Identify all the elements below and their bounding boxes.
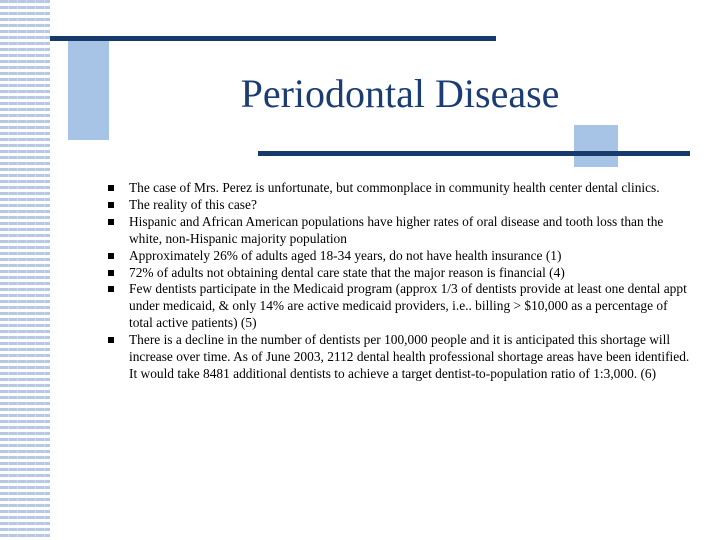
bullet-item <box>105 180 690 197</box>
square-bullet-icon <box>108 185 114 191</box>
bullet-item <box>105 214 690 248</box>
bullet-item <box>105 281 690 332</box>
bullet-list <box>105 180 690 383</box>
bullet-text: The reality of this case? <box>129 196 257 212</box>
decorative-stripes <box>0 0 50 540</box>
bullet-text: The case of Mrs. Perez is unfortunate, but commonplace in community health center dental clinics. <box>129 180 660 195</box>
decorative-block-top <box>68 38 109 140</box>
square-bullet-icon <box>108 337 114 343</box>
square-bullet-icon <box>108 202 114 208</box>
bullet-text: Hispanic and African American populations have higher rates of oral disease and tooth loss than the white, non-Hispanic majority population <box>129 213 664 246</box>
slide-title: Periodontal Disease <box>240 71 560 116</box>
decorative-bar-top <box>50 36 496 41</box>
bullet-item <box>105 197 690 214</box>
bullet-text: Few dentists participate in the Medicaid program (approx 1/3 of dentists provide at least one dental appt under medicaid, & only 14% are active medicaid providers, i.e.. billing > $10,000 as a percentage of total active patients) (5) <box>129 281 687 331</box>
decorative-bar-bottom <box>258 151 690 156</box>
square-bullet-icon <box>108 253 114 259</box>
square-bullet-icon <box>108 270 114 276</box>
bullet-item <box>105 248 690 265</box>
bullet-text: 72% of adults not obtaining dental care state that the major reason is financial (4) <box>129 264 565 280</box>
bullet-item <box>105 265 690 282</box>
bullet-item <box>105 332 690 383</box>
bullet-text: There is a decline in the number of dentists per 100,000 people and it is anticipated this shortage will increase over time. As of June 2003, 2112 dental health professional shortage areas have been identified. It would take 8481 additional dentists to achieve a target dentist-to-population ratio of 1:3,000. (6) <box>129 332 690 381</box>
bullet-text: Approximately 26% of adults aged 18-34 years, do not have health insurance (1) <box>129 247 562 263</box>
square-bullet-icon <box>108 219 114 225</box>
decorative-block-bottom <box>574 125 618 167</box>
square-bullet-icon <box>108 286 114 292</box>
